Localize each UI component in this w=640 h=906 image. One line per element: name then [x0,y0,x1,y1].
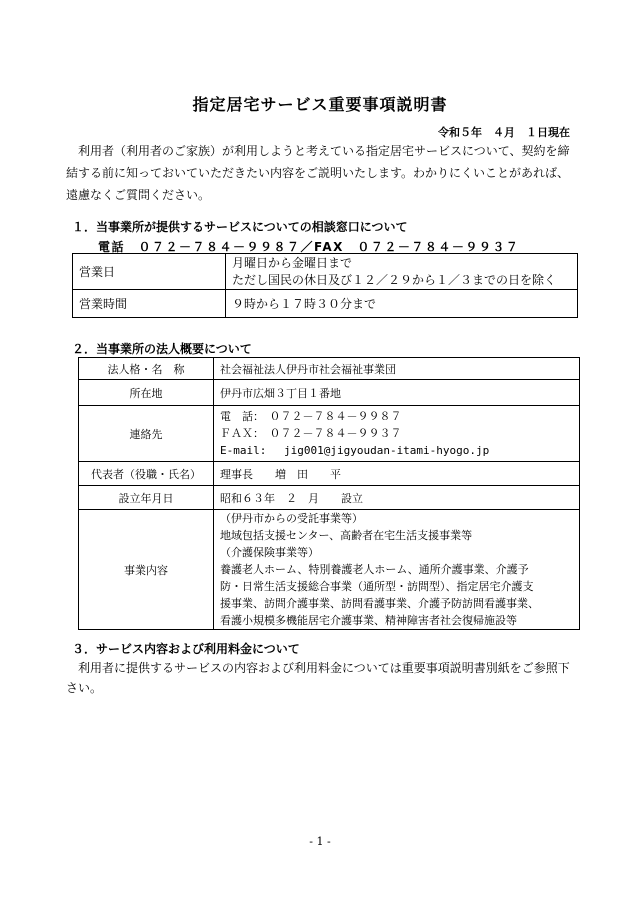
row-label: 代表者（役職・氏名） [79,462,214,486]
row-label: 営業時間 [73,290,226,318]
section3-body: 利用者に提供するサービスの内容および利用料金については重要事項説明書別紙をご参照下さい。 [66,661,570,695]
row-label: 事業内容 [79,510,214,630]
corporate-profile-table [78,357,580,630]
document-title: 指定居宅サービス重要事項説明書 [192,95,448,114]
contact-phone-line: 電話 ０７２－７８４－９９８７／FAX ０７２－７８４－９９３７ [98,240,520,254]
value-line: （介護保険事業等） [220,546,319,559]
row-label: 連絡先 [79,406,214,462]
row-label: 所在地 [79,380,214,406]
table-row [79,486,580,510]
row-label: 設立年月日 [79,486,214,510]
row-label: 営業日 [73,254,226,290]
document-date: 令和５年 ４月 １日現在 [438,126,570,139]
section1-heading: １．当事業所が提供するサービスについての相談窓口について [72,220,408,234]
section3-heading: ３．サービス内容および利用料金について [72,642,300,656]
row-value: ９時から１７時３０分まで [226,290,578,318]
value-line: 養護老人ホーム、特別養護老人ホーム、通所介護事業、介護予 [220,563,529,576]
value-line: （伊丹市からの受託事業等） [220,512,363,525]
value-line: 電 話： ０７２－７８４－９９８７ [220,410,402,423]
value-line: 看護小規模多機能居宅介護事業、精神障害者社会復帰施設等 [220,614,517,627]
intro-paragraph: 利用者（利用者のご家族）が利用しようと考えている指定居宅サービスについて、契約を締結する前に知っておいていただきたい内容をご説明いたします。わかりにくいことがあれば、遠慮なくご質問ください。 [66,144,570,202]
value-line: 防・日常生活支援総合事業（通所型・訪問型）、指定居宅介護支 [220,580,534,593]
row-value: 社会福祉法人伊丹市社会福祉事業団 [214,358,580,380]
value-line: ただし国民の休日及び１２／２９から１／３までの日を除く [232,272,557,287]
table-row [73,254,578,290]
row-value: 理事長 増 田 平 [214,462,580,486]
value-line: E-mail: jig001@jigyoudan-itami-hyogo.jp [220,444,490,457]
page-number: - 1 - [309,835,331,848]
section2-heading: ２．当事業所の法人概要について [72,342,252,356]
row-value: 伊丹市広畑３丁目１番地 [214,380,580,406]
value-line: ＦＡＸ： ０７２－７８４－９９３７ [220,427,402,440]
row-value [214,510,580,630]
value-line: 地域包括支援センター、高齢者在宅生活支援事業等 [220,529,473,542]
table-row [79,406,580,462]
row-value [226,254,578,290]
hours-table [72,253,578,318]
row-value [214,406,580,462]
row-value: 昭和６３年 ２ 月 設立 [214,486,580,510]
row-label: 法人格・名 称 [79,358,214,380]
table-row [79,510,580,630]
table-row [79,358,580,380]
value-line: 月曜日から金曜日まで [232,255,353,270]
table-row [79,380,580,406]
table-row [73,290,578,318]
table-row [79,462,580,486]
value-line: 援事業、訪問介護事業、訪問看護事業、介護予防訪問看護事業、 [220,597,539,610]
